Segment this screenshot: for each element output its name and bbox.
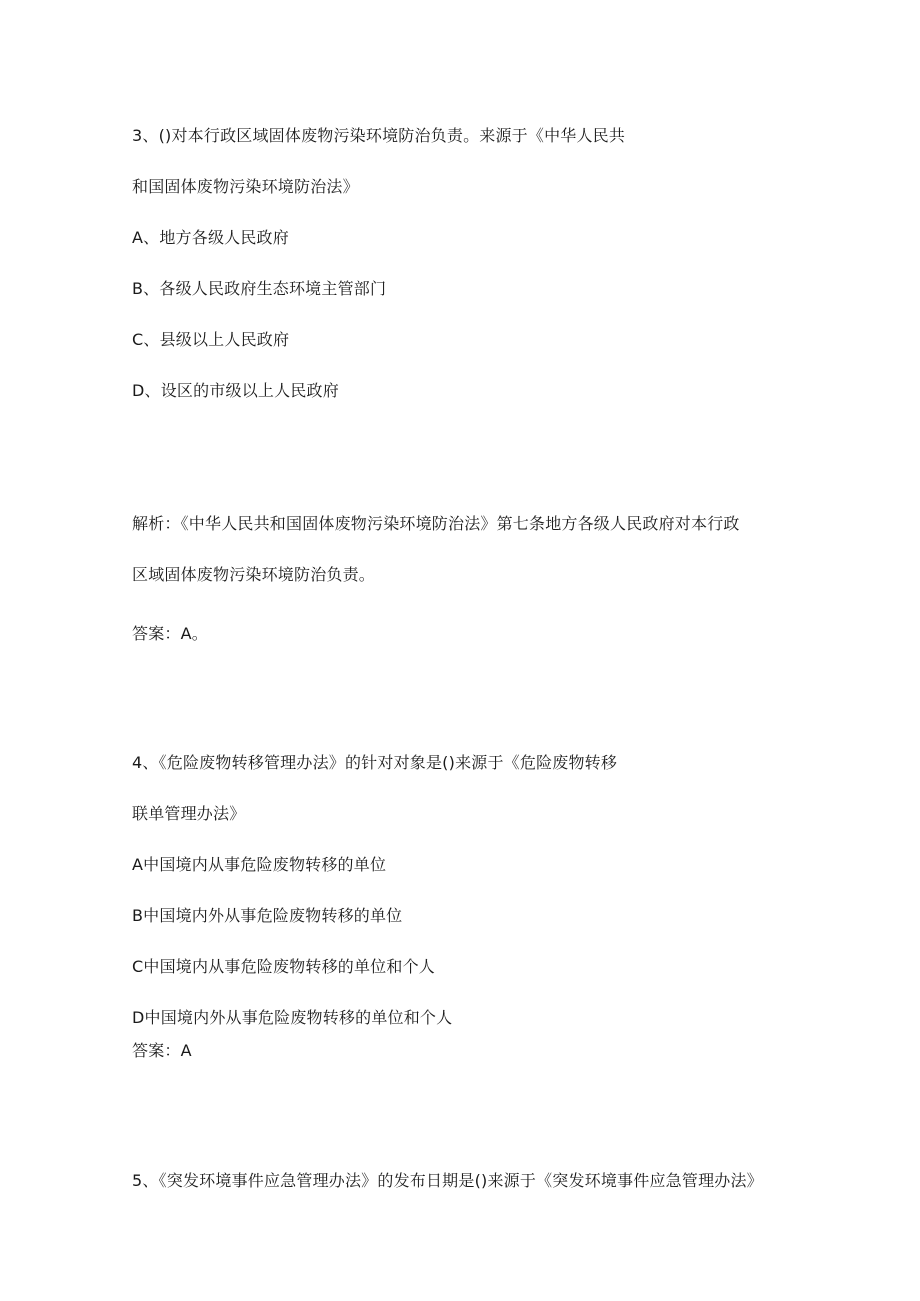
q3-option-b: B、各级人民政府生态环境主管部门 bbox=[132, 279, 387, 298]
q4-option-d: D中国境内外从事危险废物转移的单位和个人 bbox=[132, 1008, 453, 1027]
q4-option-a: A中国境内从事危险废物转移的单位 bbox=[132, 855, 387, 874]
q4-option-c: C中国境内从事危险废物转移的单位和个人 bbox=[132, 957, 435, 976]
q3-option-c: C、县级以上人民政府 bbox=[132, 330, 290, 349]
q3-stem-line-2: 和国固体废物污染环境防治法》 bbox=[132, 177, 359, 196]
q3-stem-line-1: 3、()对本行政区域固体废物污染环境防治负责。来源于《中华人民共 bbox=[132, 126, 626, 145]
q4-answer: 答案：A bbox=[132, 1041, 192, 1060]
q4-option-b: B中国境内外从事危险废物转移的单位 bbox=[132, 906, 403, 925]
q4-stem-line-2: 联单管理办法》 bbox=[132, 804, 246, 823]
q3-option-a: A、地方各级人民政府 bbox=[132, 228, 289, 247]
q3-analysis-line-2: 区域固体废物污染环境防治负责。 bbox=[132, 565, 376, 584]
q4-stem-line-1: 4、《危险废物转移管理办法》的针对对象是()来源于《危险废物转移 bbox=[132, 753, 618, 772]
q3-option-d: D、设区的市级以上人民政府 bbox=[132, 381, 339, 400]
q3-analysis-line-1: 解析：《中华人民共和国固体废物污染环境防治法》第七条地方各级人民政府对本行政 bbox=[132, 514, 740, 533]
q3-answer: 答案：A。 bbox=[132, 624, 208, 643]
q5-stem-line-1: 5、《突发环境事件应急管理办法》的发布日期是()来源于《突发环境事件应急管理办法》 bbox=[132, 1171, 763, 1190]
